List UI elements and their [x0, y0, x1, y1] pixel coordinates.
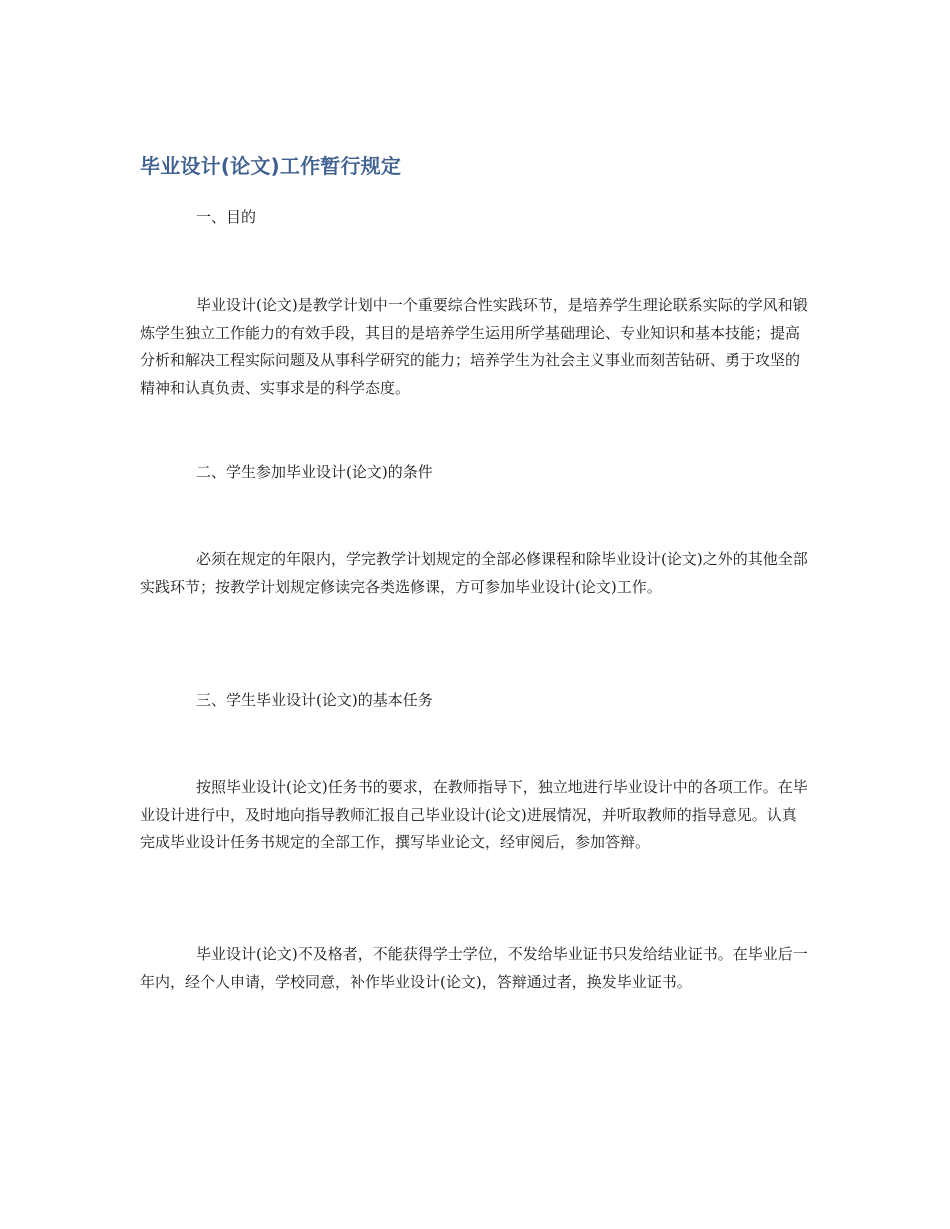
paragraph-conditions: 必须在规定的年限内，学完教学计划规定的全部必修课程和除毕业设计(论文)之外的其他全部实践环节；按教学计划规定修读完各类选修课，方可参加毕业设计(论文)工作。 [140, 550, 808, 596]
paragraph-failure-policy: 毕业设计(论文)不及格者，不能获得学士学位，不发给毕业证书只发给结业证书。在毕业后一年内，经个人申请，学校同意，补作毕业设计(论文)，答辩通过者，换发毕业证书。 [140, 945, 808, 991]
paragraph-purpose: 毕业设计(论文)是教学计划中一个重要综合性实践环节，是培养学生理论联系实际的学风和锻炼学生独立工作能力的有效手段，其目的是培养学生运用所学基础理论、专业知识和基本技能；提高分析和解决工程实际问题及从事科学研究的能力；培养学生为社会主义事业而刻苦钻研、勇于攻坚的精神和认真负责、实事求是的科学态度。 [140, 296, 808, 397]
section-heading-purpose: 一、目的 [196, 208, 257, 226]
section-heading-conditions: 二、学生参加毕业设计(论文)的条件 [196, 463, 433, 481]
page-title: 毕业设计(论文)工作暂行规定 [140, 154, 402, 178]
section-heading-tasks: 三、学生毕业设计(论文)的基本任务 [196, 691, 433, 709]
paragraph-tasks: 按照毕业设计(论文)任务书的要求，在教师指导下，独立地进行毕业设计中的各项工作。在毕业设计进行中，及时地向指导教师汇报自己毕业设计(论文)进展情况，并听取教师的指导意见。认真完成毕业设计任务书规定的全部工作，撰写毕业论文，经审阅后，参加答辩。 [140, 778, 808, 851]
